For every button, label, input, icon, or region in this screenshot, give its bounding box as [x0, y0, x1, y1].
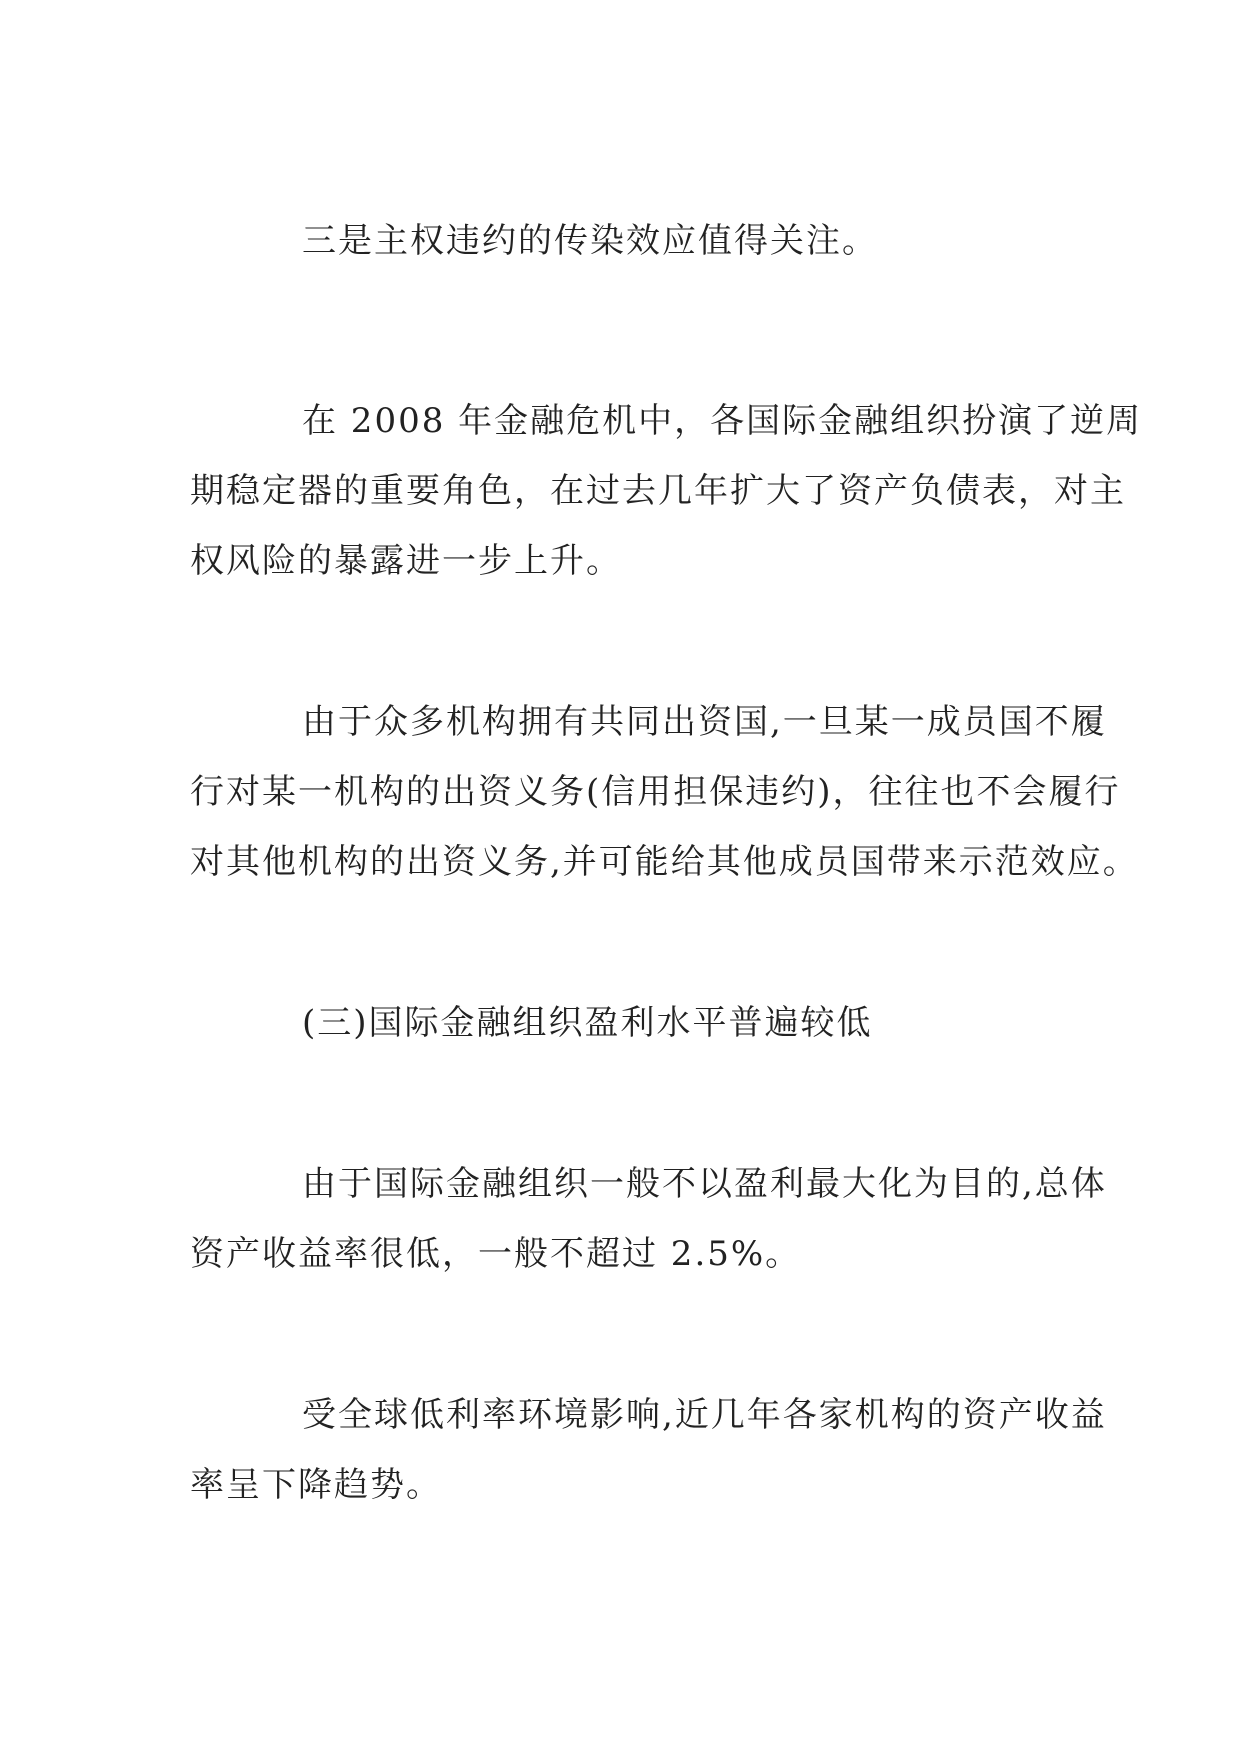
paragraph-2-line-1: 在 2008 年金融危机中，各国际金融组织扮演了逆周 [302, 401, 1143, 441]
paragraph-3-line-3: 对其他机构的出资义务,并可能给其他成员国带来示范效应。 [190, 842, 1139, 882]
paragraph-3-line-1: 由于众多机构拥有共同出资国,一旦某一成员国不履 [302, 702, 1107, 742]
paragraph-1-line-1: 三是主权违约的传染效应值得关注。 [302, 221, 878, 261]
paragraph-2-line-2: 期稳定器的重要角色，在过去几年扩大了资产负债表，对主 [190, 471, 1126, 511]
paragraph-6-line-2: 率呈下降趋势。 [190, 1465, 442, 1505]
paragraph-6-line-1: 受全球低利率环境影响,近几年各家机构的资产收益 [302, 1395, 1107, 1435]
paragraph-2-line-3: 权风险的暴露进一步上升。 [190, 541, 622, 581]
section-heading: (三)国际金融组织盈利水平普遍较低 [302, 1003, 873, 1043]
paragraph-5-line-2: 资产收益率很低，一般不超过 2.5%。 [190, 1234, 802, 1274]
paragraph-3-line-2: 行对某一机构的出资义务(信用担保违约)，往往也不会履行 [190, 772, 1121, 812]
paragraph-5-line-1: 由于国际金融组织一般不以盈利最大化为目的,总体 [302, 1164, 1107, 1204]
